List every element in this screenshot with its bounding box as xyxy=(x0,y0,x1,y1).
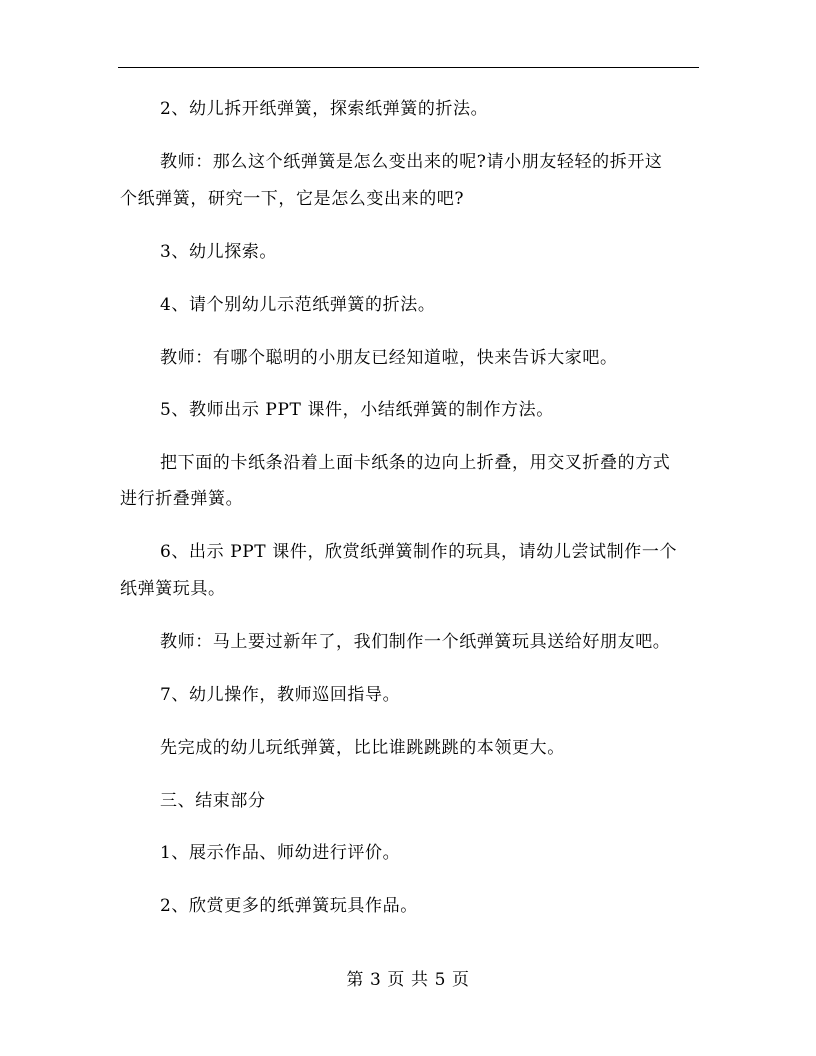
paragraph-step-3: 3、幼儿探索。 xyxy=(160,242,278,262)
paragraph-teacher-new-year: 教师：马上要过新年了，我们制作一个纸弹簧玩具送给好朋友吧。 xyxy=(160,632,671,652)
paragraph-teacher-line-2: 个纸弹簧，研究一下，它是怎么变出来的吧? xyxy=(120,189,465,209)
paragraph-method-line-1: 把下面的卡纸条沿着上面卡纸条的边向上折叠，用交叉折叠的方式 xyxy=(160,453,671,473)
section-heading-ending: 三、结束部分 xyxy=(160,791,266,811)
paragraph-teacher-line-1: 教师：那么这个纸弹簧是怎么变出来的呢?请小朋友轻轻的拆开这 xyxy=(160,152,663,172)
paragraph-teacher-question: 教师：有哪个聪明的小朋友已经知道啦，快来告诉大家吧。 xyxy=(160,348,618,368)
paragraph-ending-1: 1、展示作品、师幼进行评价。 xyxy=(160,843,401,863)
paragraph-play: 先完成的幼儿玩纸弹簧，比比谁跳跳跳的本领更大。 xyxy=(160,738,565,758)
paragraph-ending-2: 2、欣赏更多的纸弹簧玩具作品。 xyxy=(160,896,418,916)
paragraph-step-6-line-2: 纸弹簧玩具。 xyxy=(120,579,226,599)
paragraph-step-4: 4、请个别幼儿示范纸弹簧的折法。 xyxy=(160,295,436,315)
paragraph-step-5: 5、教师出示 PPT 课件，小结纸弹簧的制作方法。 xyxy=(160,400,554,420)
paragraph-step-6-line-1: 6、出示 PPT 课件，欣赏纸弹簧制作的玩具，请幼儿尝试制作一个 xyxy=(160,542,678,562)
paragraph-step-7: 7、幼儿操作，教师巡回指导。 xyxy=(160,685,401,705)
page-number: 第 3 页 共 5 页 xyxy=(346,970,470,990)
paragraph-step-2: 2、幼儿拆开纸弹簧，探索纸弹簧的折法。 xyxy=(160,99,489,119)
paragraph-method-line-2: 进行折叠弹簧。 xyxy=(120,489,244,509)
header-rule xyxy=(118,67,699,68)
